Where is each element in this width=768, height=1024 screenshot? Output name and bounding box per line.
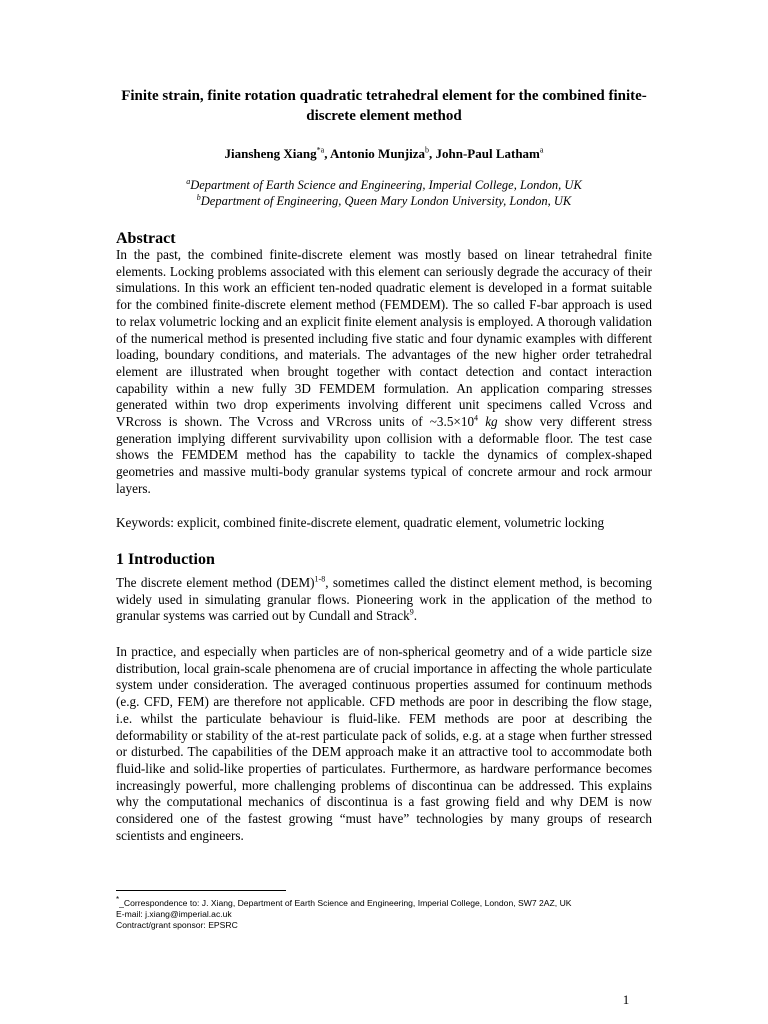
keywords: Keywords: explicit, combined finite-discrete element, quadratic element, volumetric locking <box>116 515 605 530</box>
author-affil-mark: *a <box>316 145 325 155</box>
affiliation-text: Department of Earth Science and Engineering, Imperial College, London, UK <box>190 178 582 192</box>
footnote-rule <box>116 890 286 891</box>
affiliation-mark: a <box>186 176 191 186</box>
introduction-paragraph: In practice, and especially when particles are of non-spherical geometry and of a wide particle size distribution, local grain-scale phenomena are of crucial importance in affecting the whole particulate system under consideration. The averaged continuous properties assumed for continuum methods (e.g. CFD, FEM) are therefore not applicable. CFD methods are poor in describing the flow stage, i.e. whilst the particulate behaviour is fluid-like. FEM methods are poor at describing the deformability or stability of the at-rest particulate pack of solids, e.g. at a stage when further stressed or disturbed. The capabilities of the DEM approach make it an attractive tool to accommodate both fluid-like and solid-like properties of particulates. Furthermore, as hardware performance becomes increasingly powerful, more challenging problems of discontinua can be addressed. This explains why the computational mechanics of discontinua is a fast growing field and why DEM is now considered one of the fastest growing “must have” technologies by many groups of research scientists and engineers. <box>116 644 652 843</box>
footnote-correspondence <box>116 895 652 909</box>
section-heading-introduction: 1 Introduction <box>116 551 215 568</box>
author-name: Jiansheng Xiang <box>224 146 317 161</box>
author-separator: , <box>429 146 436 161</box>
author-list <box>116 146 652 162</box>
footnote <box>116 895 652 931</box>
footnote-sponsor: Contract/grant sponsor: EPSRC <box>116 920 238 930</box>
author-name: Antonio Munjiza <box>330 146 425 161</box>
abstract-exponent: 4 <box>474 413 479 423</box>
abstract-unit: kg <box>485 414 498 430</box>
abstract-heading: Abstract <box>116 230 176 247</box>
abstract-text: In the past, the combined finite-discrete element was mostly based on linear tetrahedral finite elements. Locking problems associated with this element can seriously degrade the accuracy of their simulations. In this work an efficient ten-noded quadratic element is developed in a format suitable for the combined finite-discrete element method (FEMDEM). The so called F-bar approach is used to relax volumetric locking and an explicit finite element analysis is employed. A thorough validation of the numerical method is presented including five static and four dynamic examples with different loading, boundary conditions, and materials. The advantages of the new higher order tetrahedral element are illustrated when brought together with contact detection and contact interaction capability within a new fully 3D FEMDEM formulation. An application comparing stresses generated within two drop experiments involving different unit specimens called Vcross and VRcross is shown. The Vcross and VRcross units of ~3.5×10 <box>116 247 652 430</box>
footnote-text: _Correspondence to: J. Xiang, Department of Earth Science and Engineering, Imperial College, London, SW7 2AZ, UK <box>119 898 572 908</box>
author-affil-mark: a <box>539 145 544 155</box>
affiliation <box>116 178 652 193</box>
paragraph-text: . <box>413 608 418 624</box>
introduction-paragraph <box>116 575 652 625</box>
affiliation-mark: b <box>196 192 201 202</box>
page-number: 1 <box>622 992 630 1007</box>
abstract-text-continued: show very different stress generation implying different survivability upon collision with a deformable floor. The test case shows the FEMDEM method has the capability to tackle the dynamics of complex-shaped geometries and massive multi-body granular systems typical of concrete armour and rock armour layers. <box>116 414 652 496</box>
abstract-paragraph <box>116 247 652 498</box>
citation-ref: 9 <box>409 608 414 618</box>
author-separator: , <box>324 146 331 161</box>
footnote-email: E-mail: j.xiang@imperial.ac.uk <box>116 909 232 919</box>
author-affil-mark: b <box>425 145 429 155</box>
author-name: John-Paul Latham <box>435 146 540 161</box>
paragraph-text: , sometimes called the distinct element method, is becoming widely used in simulating granular flows. Pioneering work in the application of the method to granular systems was carried out by Cundall and Strack <box>116 575 652 624</box>
affiliation <box>116 194 652 209</box>
affiliation-text: Department of Engineering, Queen Mary London University, London, UK <box>200 194 572 208</box>
footnote-mark: * <box>116 895 120 905</box>
citation-ref: 1-8 <box>314 574 326 584</box>
paper-title: Finite strain, finite rotation quadratic tetrahedral element for the combined finite-discrete element method <box>121 88 647 124</box>
paragraph-text: The discrete element method (DEM) <box>116 575 315 590</box>
